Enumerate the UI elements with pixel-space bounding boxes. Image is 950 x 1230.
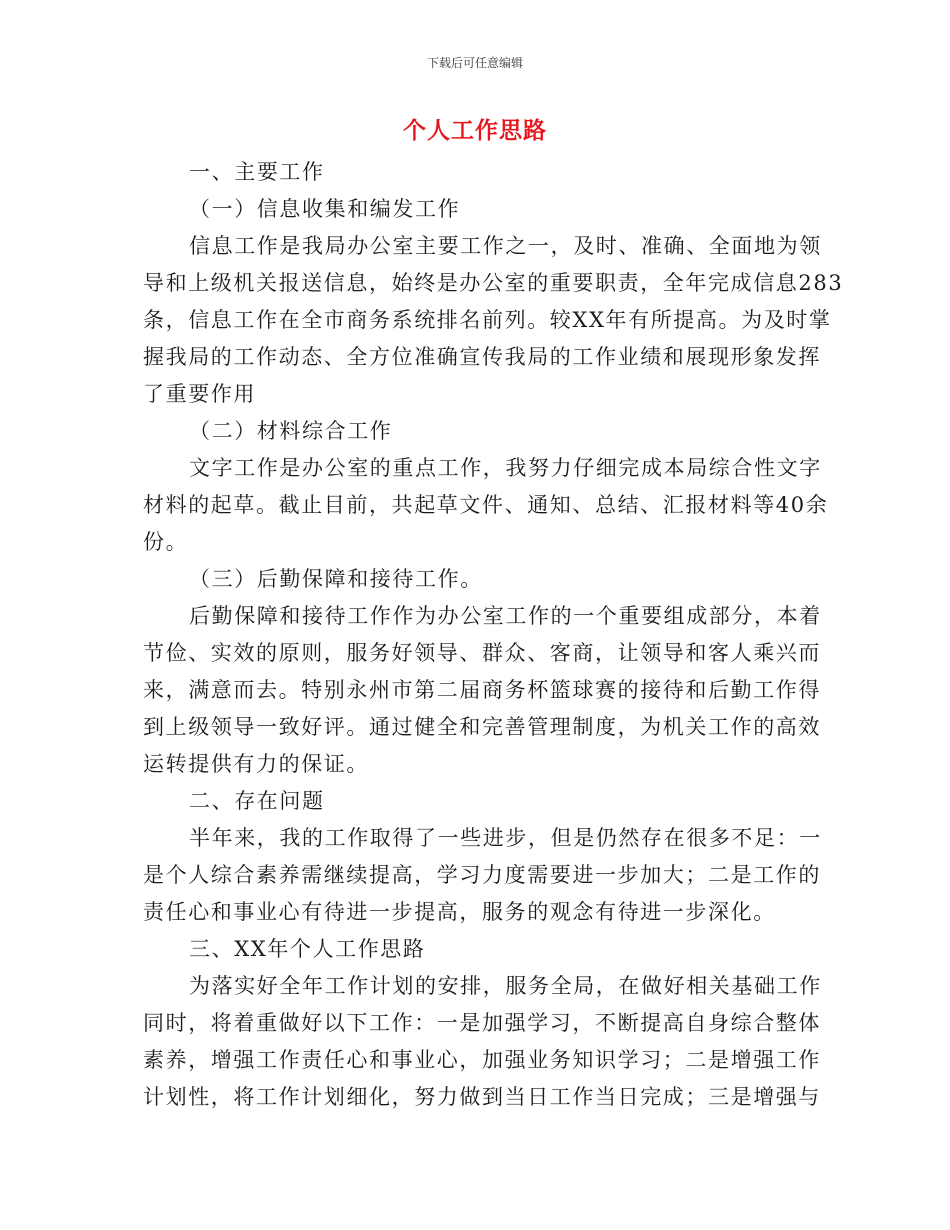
text-line: 握我局的工作动态、全方位准确宣传我局的工作业绩和展现形象发挥 [143,345,821,369]
text-line: 三、XX年个人工作思路 [189,937,426,961]
text-line: 责任心和事业心有待进一步提高，服务的观念有待进一步深化。 [143,900,776,924]
text-line: 计划性，将工作计划细化，努力做到当日工作当日完成；三是增强与 [143,1085,821,1109]
document-body [143,154,844,1116]
text-line: （三）后勤保障和接待工作。 [189,567,483,591]
text-line: 同时，将着重做好以下工作：一是加强学习，不断提高自身综合整体 [143,1011,821,1035]
text-line: 二、存在问题 [189,789,325,813]
text-line: 后勤保障和接待工作作为办公室工作的一个重要组成部分，本着 [189,604,822,628]
text-line: 到上级领导一致好评。通过健全和完善管理制度，为机关工作的高效 [143,715,821,739]
text-line: 份。 [143,530,189,554]
text-line: 素养，增强工作责任心和事业心，加强业务知识学习；二是增强工作 [143,1048,821,1072]
text-line: 运转提供有力的保证。 [143,752,369,776]
document-title: 个人工作思路 [403,118,547,144]
text-line: 为落实好全年工作计划的安排，服务全局，在做好相关基础工作 [189,974,822,998]
text-line: 来，满意而去。特别永州市第二届商务杯篮球赛的接待和后勤工作得 [143,678,821,702]
header-note: 下载后可任意编辑 [426,56,523,70]
text-line: 条，信息工作在全市商务系统排名前列。较XX年有所提高。为及时掌 [143,308,832,332]
text-line: 一、主要工作 [189,160,325,184]
text-line: 材料的起草。截止目前，共起草文件、通知、总结、汇报材料等40余 [143,493,829,517]
text-line: 是个人综合素养需继续提高，学习力度需要进一步加大；二是工作的 [143,863,821,887]
text-line: 文字工作是办公室的重点工作，我努力仔细完成本局综合性文字 [189,456,822,480]
text-line: （一）信息收集和编发工作 [189,197,461,221]
text-line: 节俭、实效的原则，服务好领导、群众、客商，让领导和客人乘兴而 [143,641,821,665]
text-line: 了重要作用 [143,382,256,406]
text-line: 导和上级机关报送信息，始终是办公室的重要职责，全年完成信息283 [143,271,844,295]
text-line: （二）材料综合工作 [189,419,393,443]
text-line: 半年来，我的工作取得了一些进步，但是仍然存在很多不足：一 [189,826,822,850]
text-line: 信息工作是我局办公室主要工作之一，及时、准确、全面地为领 [189,234,822,258]
